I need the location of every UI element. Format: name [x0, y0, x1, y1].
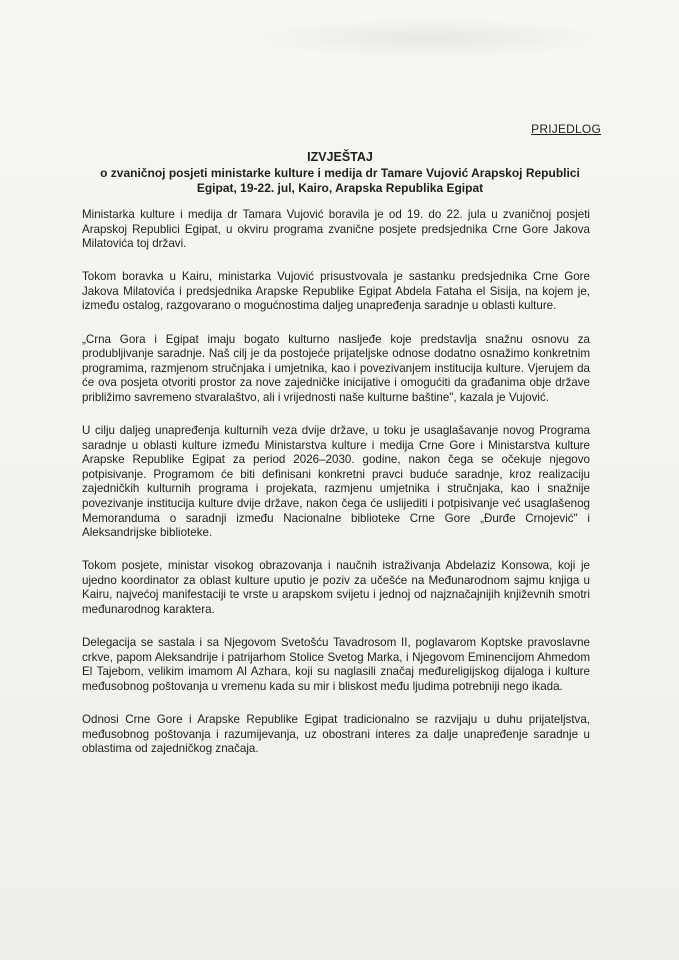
paragraph-2: Tokom boravka u Kairu, ministarka Vujović prisustvovala je sastanku predsjednika Crne Gore Jakova Milatovića i predsjednika Arapske Republike Egipat Abdela Fataha el Sisija, na kojem je, između ostalog, razgovarano o mogućnostima daljeg unapređenja saradnje u oblasti kulture. [82, 270, 590, 313]
title-block [70, 150, 610, 196]
document-label: PRIJEDLOG [531, 122, 601, 136]
paragraph-7: Odnosi Crne Gore i Arapske Republike Egipat tradicionalno se razvijaju u duhu prijateljstva, međusobnog poštovanja i razumijevanja, uz obostrani interes za dalje unapređenje saradnje u oblastima od zajedničkog značaja. [82, 713, 590, 756]
paragraph-6: Delegacija se sastala i sa Njegovom Svetošću Tavadrosom II, poglavarom Koptske pravoslavne crkve, papom Aleksandrije i patrijarhom Stolice Svetog Marka, i Njegovom Eminencijom Ahmedom El Tajebom, velikim imamom Al Azhara, koji su naglasili značaj međureligijskog dijaloga i kulture međusobnog poštovanja u vremenu kada su mir i bliskost među ljudima potrebniji nego ikada. [82, 636, 590, 693]
scan-artifact [250, 18, 610, 58]
document-body [82, 208, 590, 775]
paragraph-5: Tokom posjete, ministar visokog obrazovanja i naučnih istraživanja Abdelaziz Konsowa, koji je ujedno koordinator za oblast kulture uputio je poziv za učešće na Međunarodnom sajmu knjiga u Kairu, najvećoj manifestaciji te vrste u arapskom svijetu i jednoj od najznačajnijih književnih smotri međunarodnog karaktera. [82, 559, 590, 617]
paragraph-1: Ministarka kulture i medija dr Tamara Vujović boravila je od 19. do 22. jula u zvaničnoj posjeti Arapskoj Republici Egipat, u okviru programa zvanične posjete predsjednika Crne Gore Jakova Milatovića toj državi. [82, 208, 590, 251]
document-title: IZVJEŠTAJ [307, 150, 373, 164]
paragraph-4: U cilju daljeg unapređenja kulturnih veza dvije države, u toku je usaglašavanje novog Programa saradnje u oblasti kulture između Ministarstva kulture i medija Crne Gore i Ministarstva kulture Arapske Republike Egipat za period 2026–2030. godine, nakon čega se očekuje njegovo potpisivanje. Programom će biti definisani konkretni pravci buduće saradnje, kroz realizaciju zajedničkih kulturnih programa i projekata, razmjenu umjetnika i stručnjaka, kao i snažnije povezivanje institucija kulture dvije države, nakon čega će uslijediti i potpisivanje već usaglašenog Memoranduma o saradnji između Nacionalne biblioteke Crne Gore „Đurđe Crnojević" i Aleksandrijske biblioteke. [82, 424, 590, 540]
document-subtitle-line1: o zvaničnoj posjeti ministarke kulture i medija dr Tamare Vujović Arapskoj Republici [100, 166, 580, 180]
paragraph-3-quote: „Crna Gora i Egipat imaju bogato kulturno nasljeđe koje predstavlja snažnu osnovu za produbljivanje saradnje. Naš cilj je da postojeće prijateljske odnose dodatno osnažimo konkretnim programima, razmjenom stručnjaka i umjetnika, kao i povezivanjem institucija kulture. Vjerujem da će ova posjeta otvoriti prostor za nove zajedničke inicijative i omogućiti da građanima obje države približimo savremeno stvaralaštvo, ali i vrijednosti naše kulturne baštine", kazala je Vujović. [82, 332, 590, 404]
document-subtitle-line2: Egipat, 19-22. jul, Kairo, Arapska Republika Egipat [196, 181, 484, 195]
